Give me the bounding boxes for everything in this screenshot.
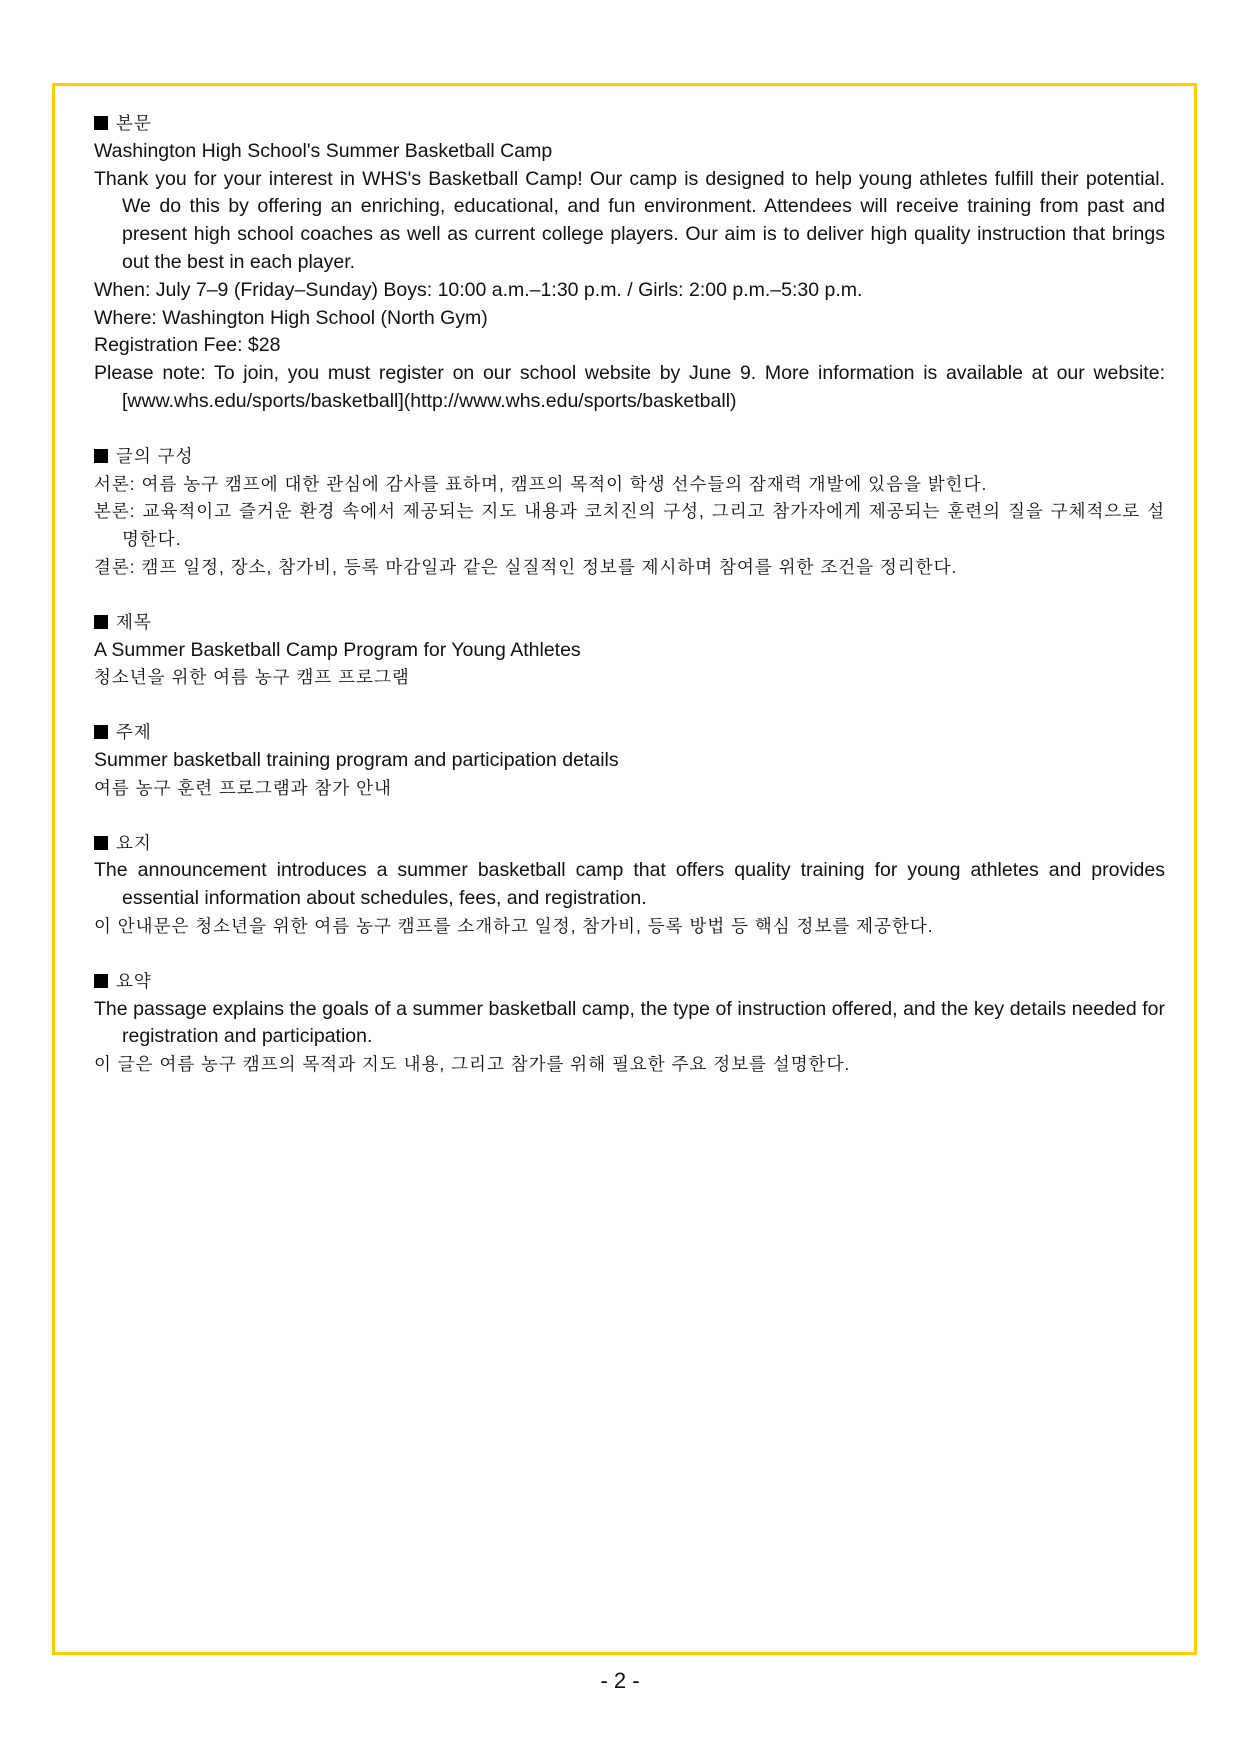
section-heading [94, 609, 1165, 637]
section-heading-text: 요약 [116, 970, 152, 991]
section-heading [94, 968, 1165, 996]
square-bullet-icon [94, 725, 108, 739]
square-bullet-icon [94, 116, 108, 130]
paragraph: Registration Fee: $28 [94, 334, 281, 357]
paragraph: 이 안내문은 청소년을 위한 여름 농구 캠프를 소개하고 일정, 참가비, 등록 방법 등 핵심 정보를 제공한다. [94, 915, 934, 936]
paragraph: 청소년을 위한 여름 농구 캠프 프로그램 [94, 667, 410, 688]
section [94, 110, 1165, 416]
section-heading [94, 830, 1165, 858]
section [94, 968, 1165, 1079]
page-number: - 2 - [600, 1668, 640, 1693]
paragraph: Where: Washington High School (North Gym) [94, 306, 488, 329]
section [94, 443, 1165, 582]
paragraph: 본론: 교육적이고 즐거운 환경 속에서 제공되는 지도 내용과 코치진의 구성, 그리고 참가자에게 제공되는 훈련의 질을 구체적으로 설명한다. [94, 501, 1165, 550]
section [94, 609, 1165, 692]
section-heading-text: 요지 [116, 832, 152, 853]
paragraph: 결론: 캠프 일정, 장소, 참가비, 등록 마감일과 같은 실질적인 정보를 제시하며 참여를 위한 조건을 정리한다. [94, 556, 958, 577]
section-heading-text: 주제 [116, 722, 152, 743]
paragraph: 이 글은 여름 농구 캠프의 목적과 지도 내용, 그리고 참가를 위해 필요한 주요 정보를 설명한다. [94, 1054, 851, 1075]
section [94, 719, 1165, 802]
section [94, 830, 1165, 941]
paragraph: The announcement introduces a summer basketball camp that offers quality training for young athletes and provides essential information about schedules, fees, and registration. [94, 859, 1165, 910]
paragraph: 여름 농구 훈련 프로그램과 참가 안내 [94, 777, 392, 798]
square-bullet-icon [94, 615, 108, 629]
square-bullet-icon [94, 449, 108, 463]
section-heading [94, 719, 1165, 747]
section-heading [94, 443, 1165, 471]
paragraph: A Summer Basketball Camp Program for Young Athletes [94, 638, 581, 661]
paragraph: The passage explains the goals of a summer basketball camp, the type of instruction offered, and the key details needed for registration and participation. [94, 997, 1165, 1048]
paragraph: Thank you for your interest in WHS's Basketball Camp! Our camp is designed to help young athletes fulfill their potential. We do this by offering an enriching, educational, and fun environment. Attendees will receive training from past and present high school coaches as well as current college players. Our aim is to deliver high quality instruction that brings out the best in each player. [94, 167, 1165, 273]
paragraph: When: July 7–9 (Friday–Sunday) Boys: 10:00 a.m.–1:30 p.m. / Girls: 2:00 p.m.–5:30 p.m. [94, 278, 863, 301]
square-bullet-icon [94, 974, 108, 988]
section-heading-text: 본문 [116, 113, 152, 133]
section-heading-text: 제목 [116, 611, 152, 632]
paragraph: 서론: 여름 농구 캠프에 대한 관심에 감사를 표하며, 캠프의 목적이 학생 선수들의 잠재력 개발에 있음을 밝힌다. [94, 473, 988, 494]
section-heading-text: 글의 구성 [116, 445, 194, 466]
document-body [94, 110, 1165, 1106]
square-bullet-icon [94, 836, 108, 850]
paragraph: Please note: To join, you must register on our school website by June 9. More information is available at our website: [www.whs.edu/sports/basketball](http://www.whs.edu/sports/basketball) [94, 362, 1165, 412]
section-heading [94, 110, 1165, 138]
paragraph: Washington High School's Summer Basketball Camp [94, 139, 553, 162]
paragraph: Summer basketball training program and participation details [94, 748, 619, 771]
